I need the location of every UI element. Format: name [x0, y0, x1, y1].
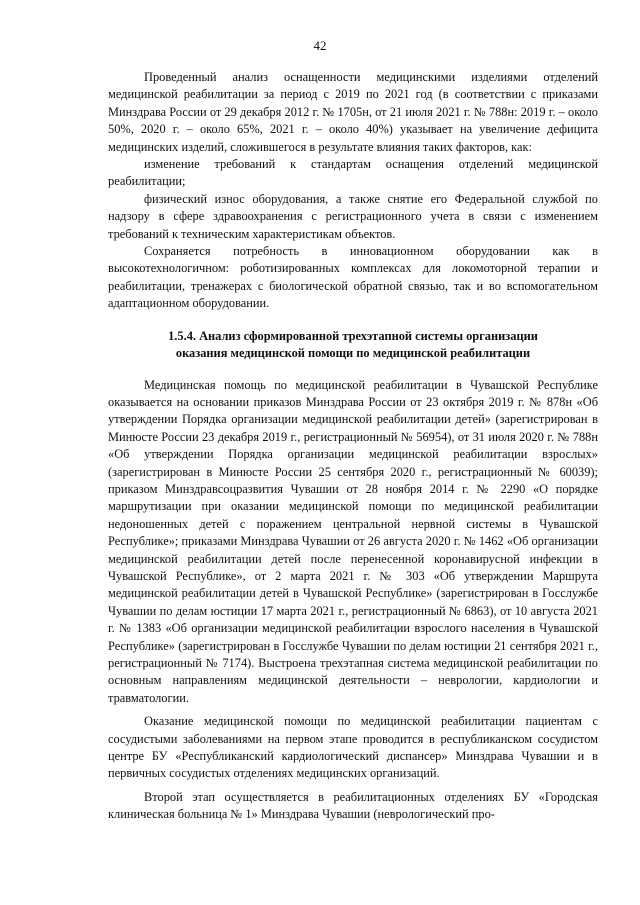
document-body — [108, 69, 598, 824]
page-number: 42 — [313, 38, 327, 53]
paragraph-second-stage: Второй этап осуществляется в реабилитационных отделениях БУ «Городская клиническая больница № 1» Минздрава Чувашии (неврологический про- — [108, 789, 598, 822]
paragraph-factor-wear: физический износ оборудования, а также снятие его Федеральной службой по надзору в сфере здравоохранения с регистрационного учета в связи с изменением требований к техническим характеристикам объектов. — [108, 191, 598, 241]
paragraph-equipment-analysis: Проведенный анализ оснащенности медицинскими изделиями отделений медицинской реабилитации за период с 2019 по 2021 год (в соответствии с приказами Минздрава России от 29 декабря 2012 г. № 1705н, от 21 июля 2021 г. № 788н: 2019 г. – около 50%, 2020 г. – около 65%, 2021 г. – около 40%) указывает на увеличение дефицита медицинских изделий, сложившегося в результате влияния таких факторов, как: — [108, 70, 598, 154]
section-heading-line-1: 1.5.4. Анализ сформированной трехэтапной системы организации — [168, 328, 538, 343]
paragraph-first-stage: Оказание медицинской помощи по медицинской реабилитации пациентам с сосудистыми заболеваниями на первом этапе проводится в республиканском сосудистом центре БУ «Республиканский кардиологический диспансер» Минздрава Чувашии и в первичных сосудистых отделениях медицинских организаций. — [108, 714, 598, 781]
section-heading-line-2: оказания медицинской помощи по медицинской реабилитации — [175, 346, 531, 361]
paragraph-legal-basis: Медицинская помощь по медицинской реабилитации в Чувашской Республике оказывается на основании приказов Минздрава России от 23 октября 2019 г. № 878н «Об утверждении Порядка организации медицинской реабилитации детей» (зарегистрирован в Минюсте России 23 декабря 2019 г., регистрационный № 56954), от 31 июля 2020 г. № 788н «Об утверждении Порядка организации медицинской реабилитации взрослых» (зарегистрирован в Минюсте России 25 сентября 2020 г., регистрационный № 60039); приказом Минздравсоцразвития Чувашии от 28 ноября 2014 г. № 2290 «О порядке маршрутизации при оказании медицинской помощи по медицинской реабилитации недоношенных детей с поражением центральной нервной системы в Чувашской Республике»; приказами Минздрава Чувашии от 26 августа 2020 г. № 1462 «Об организации медицинской реабилитации детей после перенесенной коронавирусной инфекции в Чувашской Республике», от 2 марта 2021 г. № 303 «Об утверждении Маршрута медицинской реабилитации детей в Чувашской Республике» (зарегистрирован в Госслужбе Чувашии по делам юстиции 17 марта 2021 г., регистрационный № 6863), от 10 августа 2021 г. № 1383 «Об организации медицинской реабилитации взрослого населения в Чувашской Республике» (зарегистрирован в Госслужбе Чувашии по делам юстиции 21 сентября 2021 г., регистрационный № 7174). Выстроена трехэтапная система медицинской реабилитации по основным направлениям медицинской деятельности – неврологии, кардиологии и травматологии. — [108, 377, 598, 705]
paragraph-innovation-need: Сохраняется потребность в инновационном оборудовании как в высокотехнологичном: роботизированных комплексах для локомоторной терапии и реабилитации, тренажерах с биологической обратной связью, так и во вспомогательном адаптационном оборудовании. — [108, 244, 598, 311]
section-heading — [108, 328, 598, 363]
paragraph-factor-standards: изменение требований к стандартам оснащения отделений медицинской реабилитации; — [108, 157, 598, 189]
